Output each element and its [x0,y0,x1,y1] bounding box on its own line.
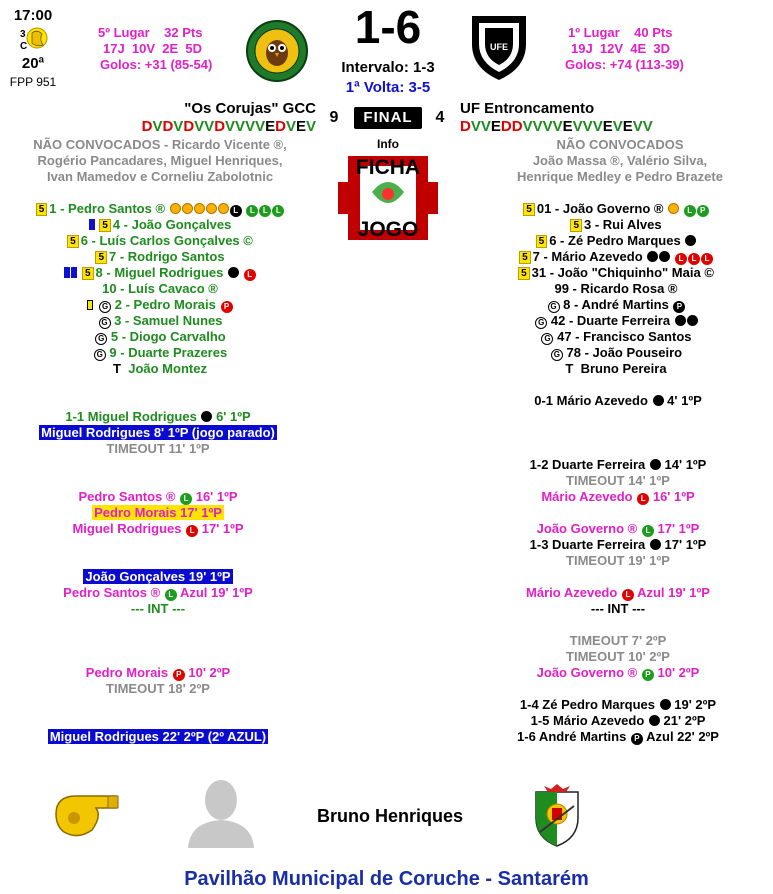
goal-icon [218,203,229,214]
form-result: V [642,118,653,135]
list-item[interactable]: T João Montez [113,361,207,376]
five-badge-icon: 5 [95,251,107,264]
home-players-list [0,201,320,377]
home-event-3: TIMEOUT 11' 1ºP [106,441,210,456]
lineup-icon: L [272,205,284,217]
away-not-called-title: NÃO CONVOCADOS [556,137,684,152]
form-result: E [562,118,573,135]
home-points: 32 Pts [164,25,203,40]
away-event-6: 1-3 Duarte Ferreira 17' 1ºP [529,537,707,552]
coach-icon: T [565,361,574,376]
leader-icon: L [230,205,242,217]
penalty-icon: P [631,733,643,745]
away-event-12: João Governo ® P 10' 2ºP [536,665,700,680]
form-result: V [225,118,236,135]
form-result: V [152,118,163,135]
form-result: V [612,118,623,135]
lineup-icon: L [180,493,192,505]
list-item[interactable]: G 42 - Duarte Ferreira [456,313,773,329]
blue-card-icon [71,267,77,278]
goal-dot-icon [675,315,686,326]
home-event-9: --- INT --- [130,601,186,616]
away-points: 40 Pts [634,25,673,40]
venue-name[interactable]: Pavilhão Municipal de Coruche - Santarém [184,868,589,890]
goal-icon [206,203,217,214]
home-position: 5º Lugar [98,25,150,40]
blue-card-icon [89,219,95,230]
goal-icon [668,203,679,214]
home-event-1: 1-1 Miguel Rodrigues 6' 1ºP [65,409,251,424]
goal-dot-icon [650,539,661,550]
away-event-5: João Governo ® L 17' 1ºP [536,521,700,536]
round-number: 20ª [21,55,45,72]
list-item[interactable]: G 47 - Francisco Santos [456,329,773,345]
home-form [130,118,316,135]
goal-icon [170,203,181,214]
away-not-called-line-2: Henrique Medley e Pedro Brazete [517,169,723,184]
form-result: V [542,118,553,135]
form-result: V [305,118,316,135]
goal-dot-icon [659,251,670,262]
jogo-label: JOGO [357,218,419,241]
away-form [460,118,653,135]
form-result: V [532,118,543,135]
match-time: 17:00 [13,7,53,24]
form-result: V [632,118,643,135]
form-result: D [275,118,286,135]
home-fouls: 9 [329,109,339,126]
away-event-8: Mário Azevedo L Azul 19' 1ºP [526,585,710,600]
away-event-9: --- INT --- [590,601,646,616]
away-team-name[interactable]: UF Entroncamento [460,100,595,117]
home-not-called-line-2: Ivan Mamedov e Corneliu Zabolotnic [46,169,274,184]
list-item[interactable]: 5 31 - João "Chiquinho" Maia © [456,265,773,281]
home-team-name[interactable]: "Os Corujas" GCC [184,100,316,117]
referee-avatar [186,776,256,848]
home-event-11: TIMEOUT 18' 2ºP [106,681,210,696]
home-event-4: Pedro Santos ® L 16' 1ºP [78,489,238,504]
away-event-4: Mário Azevedo L 16' 1ºP [541,489,695,504]
svg-text:UFE: UFE [490,42,508,52]
goal-dot-icon [647,251,658,262]
form-result: V [235,118,246,135]
lineup-icon: L [642,525,654,537]
whistle-icon [52,786,124,842]
list-item[interactable]: G 2 - Pedro Morais P [0,297,320,313]
goal-icon [182,203,193,214]
yellow-card-icon [87,300,93,310]
lineup-icon: L [259,205,271,217]
home-not-called-line-1: Rogério Pancadares, Miguel Henriques, [37,153,283,168]
home-event-7: João Gonçalves 19' 1ºP [85,569,231,584]
form-result: D [183,118,195,135]
list-item[interactable]: G 78 - João Pouseiro [456,345,773,361]
red-foul-icon: L [675,253,687,265]
form-result: E [602,118,613,135]
away-event-2: 1-2 Duarte Ferreira 14' 1ºP [529,457,707,472]
goalkeeper-icon: G [551,349,563,361]
game-code: FPP 951 [9,75,57,89]
goal-dot-icon [687,315,698,326]
form-result: V [285,118,296,135]
list-item[interactable]: 5 6 - Luís Carlos Gonçalves © [0,233,320,249]
five-badge-icon: 5 [570,219,582,232]
away-event-13: 1-4 Zé Pedro Marques 19' 2ºP [519,697,717,712]
home-record: 17J 10V 2E 5D [103,41,203,56]
penalty-icon: P [173,669,185,681]
red-foul-icon: L [637,493,649,505]
five-badge-icon: 5 [518,267,530,280]
form-result: E [295,118,306,135]
home-standing [98,25,202,40]
list-item[interactable]: 5 7 - Rodrigo Santos [0,249,320,265]
form-result: D [141,118,153,135]
goal-dot-icon [653,395,664,406]
away-record: 19J 12V 4E 3D [571,41,671,56]
goalkeeper-icon: G [535,317,547,329]
home-team-logo[interactable] [246,20,308,82]
away-event-11: TIMEOUT 10' 2ºP [566,649,670,664]
red-foul-icon: L [688,253,700,265]
list-item[interactable]: G 3 - Samuel Nunes [0,313,320,329]
penalty-icon: P [221,301,233,313]
region-badge-icon [18,25,48,53]
form-result: V [522,118,533,135]
away-players-list [456,201,773,377]
goal-dot-icon [685,235,696,246]
list-item[interactable]: 10 - Luís Cavaco ® [102,281,218,296]
red-foul-icon: L [701,253,713,265]
penalty-icon: P [697,205,709,217]
five-badge-icon: 5 [82,267,94,280]
five-badge-icon: 5 [536,235,548,248]
list-item[interactable]: 5 1 - Pedro Santos ® L L L L [0,201,320,217]
list-item[interactable]: 5 4 - João Gonçalves [0,217,320,233]
penalty-icon: P [673,301,685,313]
list-item[interactable]: G 5 - Diogo Carvalho [0,329,320,345]
blue-card-icon [64,267,70,278]
form-result: D [500,118,512,135]
lineup-icon: L [684,205,696,217]
form-result: V [173,118,184,135]
form-result: V [480,118,491,135]
form-result: V [470,118,481,135]
goal-dot-icon [660,699,671,710]
list-item[interactable]: 5 6 - Zé Pedro Marques [456,233,773,249]
halftime-score: Intervalo: 1-3 [341,59,435,76]
form-result: D [162,118,174,135]
away-event-7: TIMEOUT 19' 1ºP [566,553,670,568]
status-label: FINAL [363,109,413,126]
away-event-1: 0-1 Mário Azevedo 4' 1ºP [534,393,702,408]
form-result: D [460,118,471,135]
penalty-icon: P [642,669,654,681]
lineup-icon: L [165,589,177,601]
list-item[interactable]: 5 3 - Rui Alves [456,217,773,233]
final-score: 1-6 [354,1,422,53]
goalkeeper-icon: G [95,333,107,345]
goal-icon [194,203,205,214]
form-result: D [511,118,523,135]
away-goals: Golos: +74 (113-39) [565,57,684,72]
home-not-called-title: NÃO CONVOCADOS - Ricardo Vicente ®, [33,137,287,152]
ficha-label: FICHA [355,156,421,179]
form-result: E [622,118,633,135]
list-item[interactable]: 5 01 - João Governo ® L P [456,201,773,217]
association-crest-icon [530,782,584,848]
away-event-10: TIMEOUT 7' 2ºP [569,633,667,648]
goalkeeper-icon: G [548,301,560,313]
five-badge-icon: 5 [523,203,535,216]
form-result: D [214,118,226,135]
home-event-12: Miguel Rodrigues 22' 2ºP (2º AZUL) [49,729,267,744]
form-result: V [552,118,563,135]
away-event-14: 1-5 Mário Azevedo 21' 2ºP [530,713,706,728]
home-event-2: Miguel Rodrigues 8' 1ºP (jogo parado) [41,425,275,440]
home-event-10: Pedro Morais P 10' 2ºP [85,665,231,680]
home-goals: Golos: +31 (85-54) [100,57,213,72]
form-result: V [204,118,215,135]
five-badge-icon: 5 [99,219,111,232]
svg-text:C: C [20,41,28,52]
list-item[interactable]: G 9 - Duarte Prazeres [0,345,320,361]
away-position: 1º Lugar [568,25,620,40]
away-not-called-line-1: João Massa ®, Valério Silva, [532,153,708,168]
form-result: V [245,118,256,135]
list-item[interactable]: 5 8 - Miguel Rodrigues L [0,265,320,281]
ficha-jogo-button[interactable] [336,152,440,244]
away-fouls: 4 [435,109,445,126]
referee-name: Bruno Henriques [316,806,463,826]
goal-dot-icon [228,267,239,278]
info-link[interactable]: Info [377,137,399,151]
red-foul-icon: L [244,269,256,281]
away-team-logo[interactable] [470,14,528,82]
form-result: E [490,118,501,135]
coach-icon: T [113,361,121,376]
goalkeeper-icon: G [99,301,111,313]
list-item[interactable]: G 8 - André Martins P [456,297,773,313]
form-result: V [582,118,593,135]
form-result: V [572,118,583,135]
list-item[interactable]: T Bruno Pereira [565,361,667,376]
form-result: E [265,118,276,135]
goal-dot-icon [201,411,212,422]
five-badge-icon: 5 [36,203,48,216]
home-event-6: Miguel Rodrigues L 17' 1ºP [72,521,244,536]
status-badge [354,107,422,129]
five-badge-icon: 5 [519,251,531,264]
list-item[interactable]: 5 7 - Mário Azevedo L L L [456,249,773,265]
goal-dot-icon [649,715,660,726]
home-event-8: Pedro Santos ® L Azul 19' 1ºP [63,585,253,600]
goalkeeper-icon: G [94,349,106,361]
five-badge-icon: 5 [67,235,79,248]
red-foul-icon: L [186,525,198,537]
goalkeeper-icon: G [541,333,553,345]
svg-text:3: 3 [20,29,26,40]
form-result: V [194,118,205,135]
away-standing [568,25,672,40]
goal-dot-icon [650,459,661,470]
form-result: V [255,118,266,135]
home-event-5: Pedro Morais 17' 1ºP [94,505,222,520]
red-foul-icon: L [622,589,634,601]
lineup-icon: L [246,205,258,217]
goalkeeper-icon: G [99,317,111,329]
form-result: V [592,118,603,135]
away-event-3: TIMEOUT 14' 1ºP [566,473,670,488]
away-event-15: 1-6 André Martins P Azul 22' 2ºP [517,729,719,744]
list-item[interactable]: 99 - Ricardo Rosa ® [554,281,678,296]
first-leg-score: 1ª Volta: 3-5 [345,79,431,96]
